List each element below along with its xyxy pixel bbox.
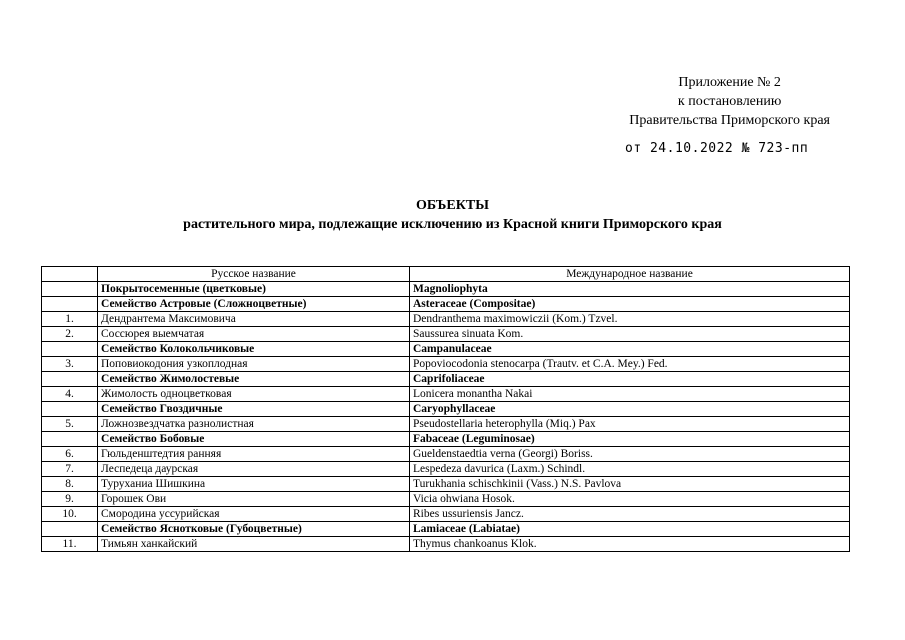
row-number xyxy=(42,297,98,312)
international-name: Lonicera monantha Nakai xyxy=(410,387,850,402)
table-row xyxy=(42,417,850,432)
russian-name: Ложнозвездчатка разнолистная xyxy=(98,417,410,432)
russian-name: Поповиокодония узкоплодная xyxy=(98,357,410,372)
table-group-row xyxy=(42,297,850,312)
russian-name: Семейство Колокольчиковые xyxy=(98,342,410,357)
row-number xyxy=(42,372,98,387)
international-name: Caprifoliaceae xyxy=(410,372,850,387)
international-name: Campanulaceae xyxy=(410,342,850,357)
russian-name: Смородина уссурийская xyxy=(98,507,410,522)
russian-name: Жимолость одноцветковая xyxy=(98,387,410,402)
appendix-line-1: Приложение № 2 xyxy=(678,75,781,90)
russian-name: Семейство Бобовые xyxy=(98,432,410,447)
russian-name: Леспедеца даурская xyxy=(98,462,410,477)
row-number: 10. xyxy=(42,507,98,522)
international-name: Gueldenstaedtia verna (Georgi) Boriss. xyxy=(410,447,850,462)
title-line-1: ОБЪЕКТЫ xyxy=(416,198,489,213)
table-row xyxy=(42,327,850,342)
international-name: Fabaceae (Leguminosae) xyxy=(410,432,850,447)
international-name: Caryophyllaceae xyxy=(410,402,850,417)
row-number: 5. xyxy=(42,417,98,432)
document-title xyxy=(0,196,905,234)
row-number: 3. xyxy=(42,357,98,372)
row-number: 2. xyxy=(42,327,98,342)
row-number: 4. xyxy=(42,387,98,402)
appendix-line-2: к постановлению xyxy=(677,94,782,109)
appendix-block xyxy=(629,73,830,130)
russian-name: Гюльденштедтия ранняя xyxy=(98,447,410,462)
title-line-2: растительного мира, подлежащие исключению из Красной книги Приморского края xyxy=(183,217,722,232)
international-name: Vicia ohwiana Hosok. xyxy=(410,492,850,507)
russian-name: Тимьян ханкайский xyxy=(98,537,410,552)
row-number: 1. xyxy=(42,312,98,327)
international-name: Lespedeza davurica (Laxm.) Schindl. xyxy=(410,462,850,477)
table-group-row xyxy=(42,522,850,537)
table-group-row xyxy=(42,372,850,387)
header-russian-name: Русское название xyxy=(98,267,410,282)
russian-name: Семейство Яснотковые (Губоцветные) xyxy=(98,522,410,537)
row-number: 8. xyxy=(42,477,98,492)
table-row xyxy=(42,507,850,522)
international-name: Saussurea sinuata Kom. xyxy=(410,327,850,342)
row-number: 6. xyxy=(42,447,98,462)
order-date-number: от 24.10.2022 № 723-пп xyxy=(625,141,809,156)
row-number xyxy=(42,432,98,447)
international-name: Turukhania schischkinii (Vass.) N.S. Pavlova xyxy=(410,477,850,492)
row-number xyxy=(42,522,98,537)
russian-name: Семейство Жимолостевые xyxy=(98,372,410,387)
header-international-name: Международное название xyxy=(410,267,850,282)
table-row xyxy=(42,357,850,372)
table-group-row xyxy=(42,282,850,297)
table-group-row xyxy=(42,342,850,357)
table-row xyxy=(42,477,850,492)
russian-name: Дендрантема Максимовича xyxy=(98,312,410,327)
russian-name: Семейство Астровые (Сложноцветные) xyxy=(98,297,410,312)
russian-name: Туруханиа Шишкина xyxy=(98,477,410,492)
species-table xyxy=(41,266,850,552)
appendix-line-3: Правительства Приморского края xyxy=(629,113,830,128)
international-name: Pseudostellaria heterophylla (Miq.) Pax xyxy=(410,417,850,432)
russian-name: Семейство Гвоздичные xyxy=(98,402,410,417)
table-row xyxy=(42,537,850,552)
row-number: 11. xyxy=(42,537,98,552)
russian-name: Горошек Ови xyxy=(98,492,410,507)
row-number xyxy=(42,402,98,417)
table-group-row xyxy=(42,402,850,417)
table-row xyxy=(42,492,850,507)
row-number: 7. xyxy=(42,462,98,477)
table-row xyxy=(42,387,850,402)
table-row xyxy=(42,312,850,327)
row-number: 9. xyxy=(42,492,98,507)
international-name: Lamiaceae (Labiatae) xyxy=(410,522,850,537)
international-name: Popoviocodonia stenocarpa (Trautv. et C.A. Mey.) Fed. xyxy=(410,357,850,372)
row-number xyxy=(42,282,98,297)
table-header-row xyxy=(42,267,850,282)
russian-name: Соссюрея выемчатая xyxy=(98,327,410,342)
international-name: Ribes ussuriensis Jancz. xyxy=(410,507,850,522)
international-name: Magnoliophyta xyxy=(410,282,850,297)
header-num xyxy=(42,267,98,282)
table-row xyxy=(42,462,850,477)
international-name: Dendranthema maximowiczii (Kom.) Tzvel. xyxy=(410,312,850,327)
russian-name: Покрытосеменные (цветковые) xyxy=(98,282,410,297)
table-row xyxy=(42,447,850,462)
table-group-row xyxy=(42,432,850,447)
international-name: Asteraceae (Compositae) xyxy=(410,297,850,312)
international-name: Thymus chankoanus Klok. xyxy=(410,537,850,552)
row-number xyxy=(42,342,98,357)
